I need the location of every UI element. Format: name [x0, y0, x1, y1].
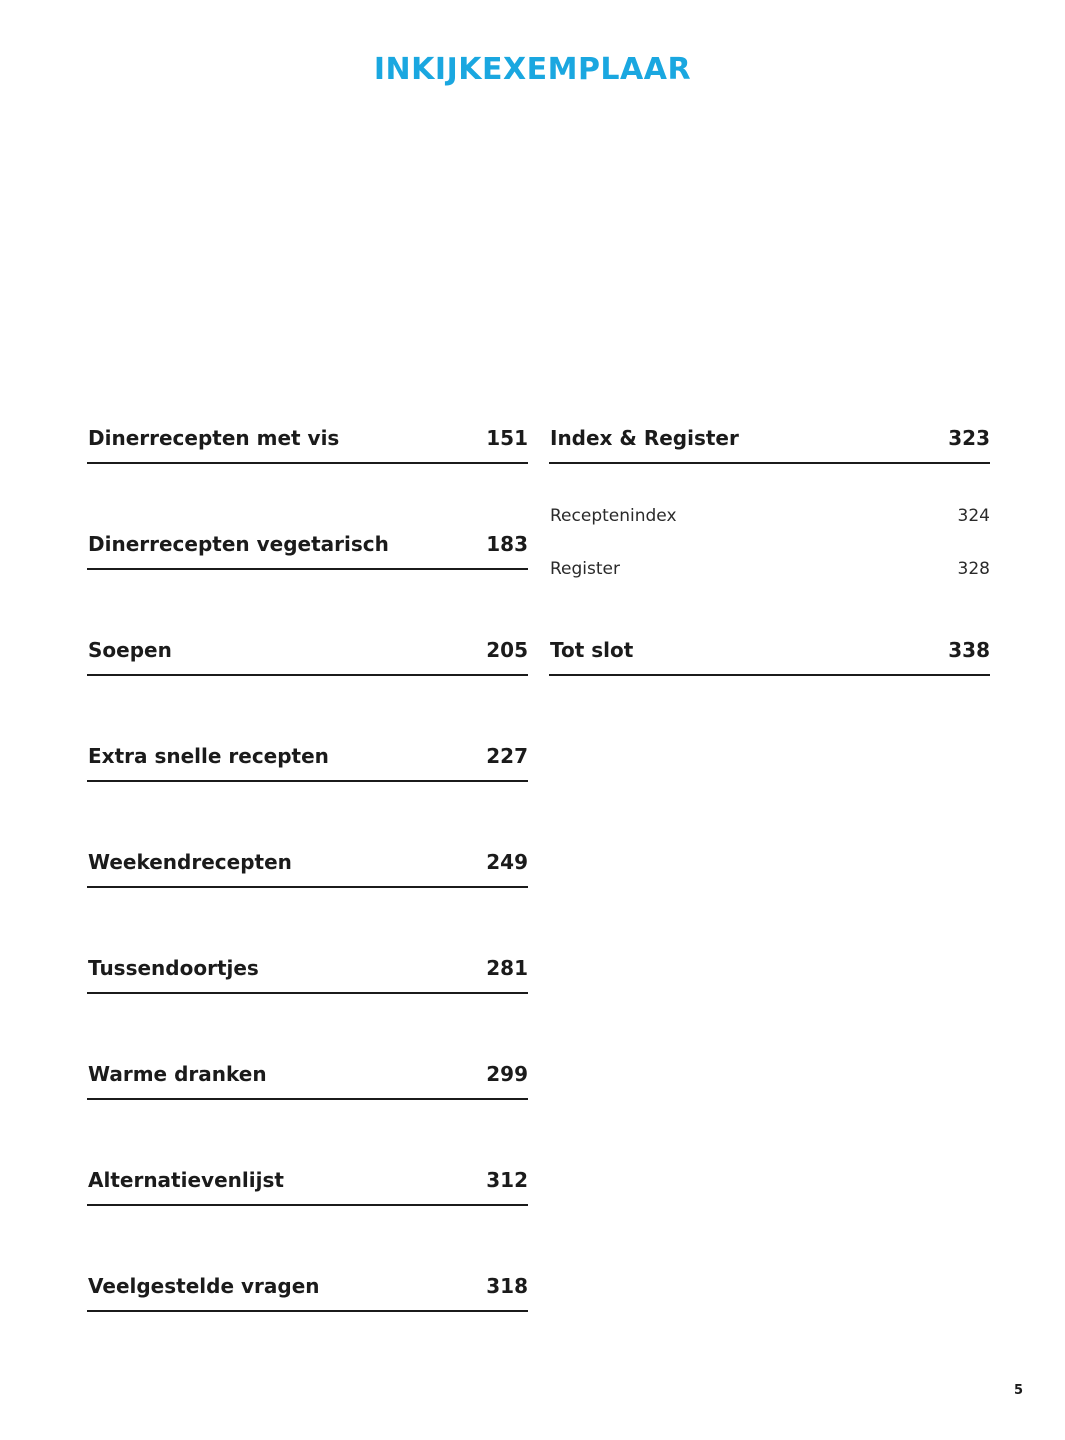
toc-entry[interactable]: [87, 994, 528, 1100]
toc-entry-page: 281: [486, 956, 528, 980]
toc-entry-page: 183: [486, 532, 528, 556]
toc-sub-entry-title: Register: [550, 559, 620, 579]
toc-entry-title: Index & Register: [550, 426, 739, 450]
divider: [549, 462, 990, 464]
watermark-title: INKIJKEXEMPLAAR: [373, 52, 692, 87]
divider: [87, 1310, 528, 1312]
toc-entry-page: 338: [948, 638, 990, 662]
toc-entry-page: 323: [948, 426, 990, 450]
toc-entry-title: Tussendoortjes: [88, 956, 259, 980]
toc-sub-entry-title: Receptenindex: [550, 506, 677, 526]
toc-right-column: [549, 408, 990, 662]
toc-entry-page: 312: [486, 1168, 528, 1192]
toc-entry[interactable]: [87, 464, 528, 570]
toc-entry-title: Soepen: [88, 638, 172, 662]
toc-entry-title: Tot slot: [550, 638, 634, 662]
toc-entry[interactable]: [87, 782, 528, 888]
toc-entry-title: Veelgestelde vragen: [88, 1274, 320, 1298]
divider: [549, 674, 990, 676]
toc-entry-title: Weekendrecepten: [88, 850, 292, 874]
toc-entry[interactable]: [87, 570, 528, 676]
toc-entry-closing[interactable]: [549, 570, 990, 676]
toc-sub-entry-page: 324: [957, 506, 990, 526]
toc-entry-title: Alternatievenlijst: [88, 1168, 284, 1192]
toc-entry-title: Warme dranken: [88, 1062, 267, 1086]
toc-entry[interactable]: [87, 408, 528, 464]
toc-entry-page: 249: [486, 850, 528, 874]
toc-entry[interactable]: [87, 888, 528, 994]
toc-entry-page: 299: [486, 1062, 528, 1086]
toc-entry-title: Extra snelle recepten: [88, 744, 329, 768]
toc-sub-entry-page: 328: [957, 559, 990, 579]
toc-entry-index[interactable]: [549, 408, 990, 464]
toc-entry-page: 318: [486, 1274, 528, 1298]
toc-entry-page: 151: [486, 426, 528, 450]
toc-entry-title: Dinerrecepten vegetarisch: [88, 532, 389, 556]
toc-sub-entry[interactable]: [549, 506, 990, 526]
toc-entry-title: Dinerrecepten met vis: [88, 426, 340, 450]
toc-entry[interactable]: [87, 676, 528, 782]
toc-entry[interactable]: [87, 1100, 528, 1206]
toc-entry-page: 227: [486, 744, 528, 768]
toc-entry[interactable]: [87, 1206, 528, 1312]
toc-left-column: [87, 408, 528, 1312]
page-number: 5: [1014, 1383, 1024, 1398]
toc-entry-page: 205: [486, 638, 528, 662]
